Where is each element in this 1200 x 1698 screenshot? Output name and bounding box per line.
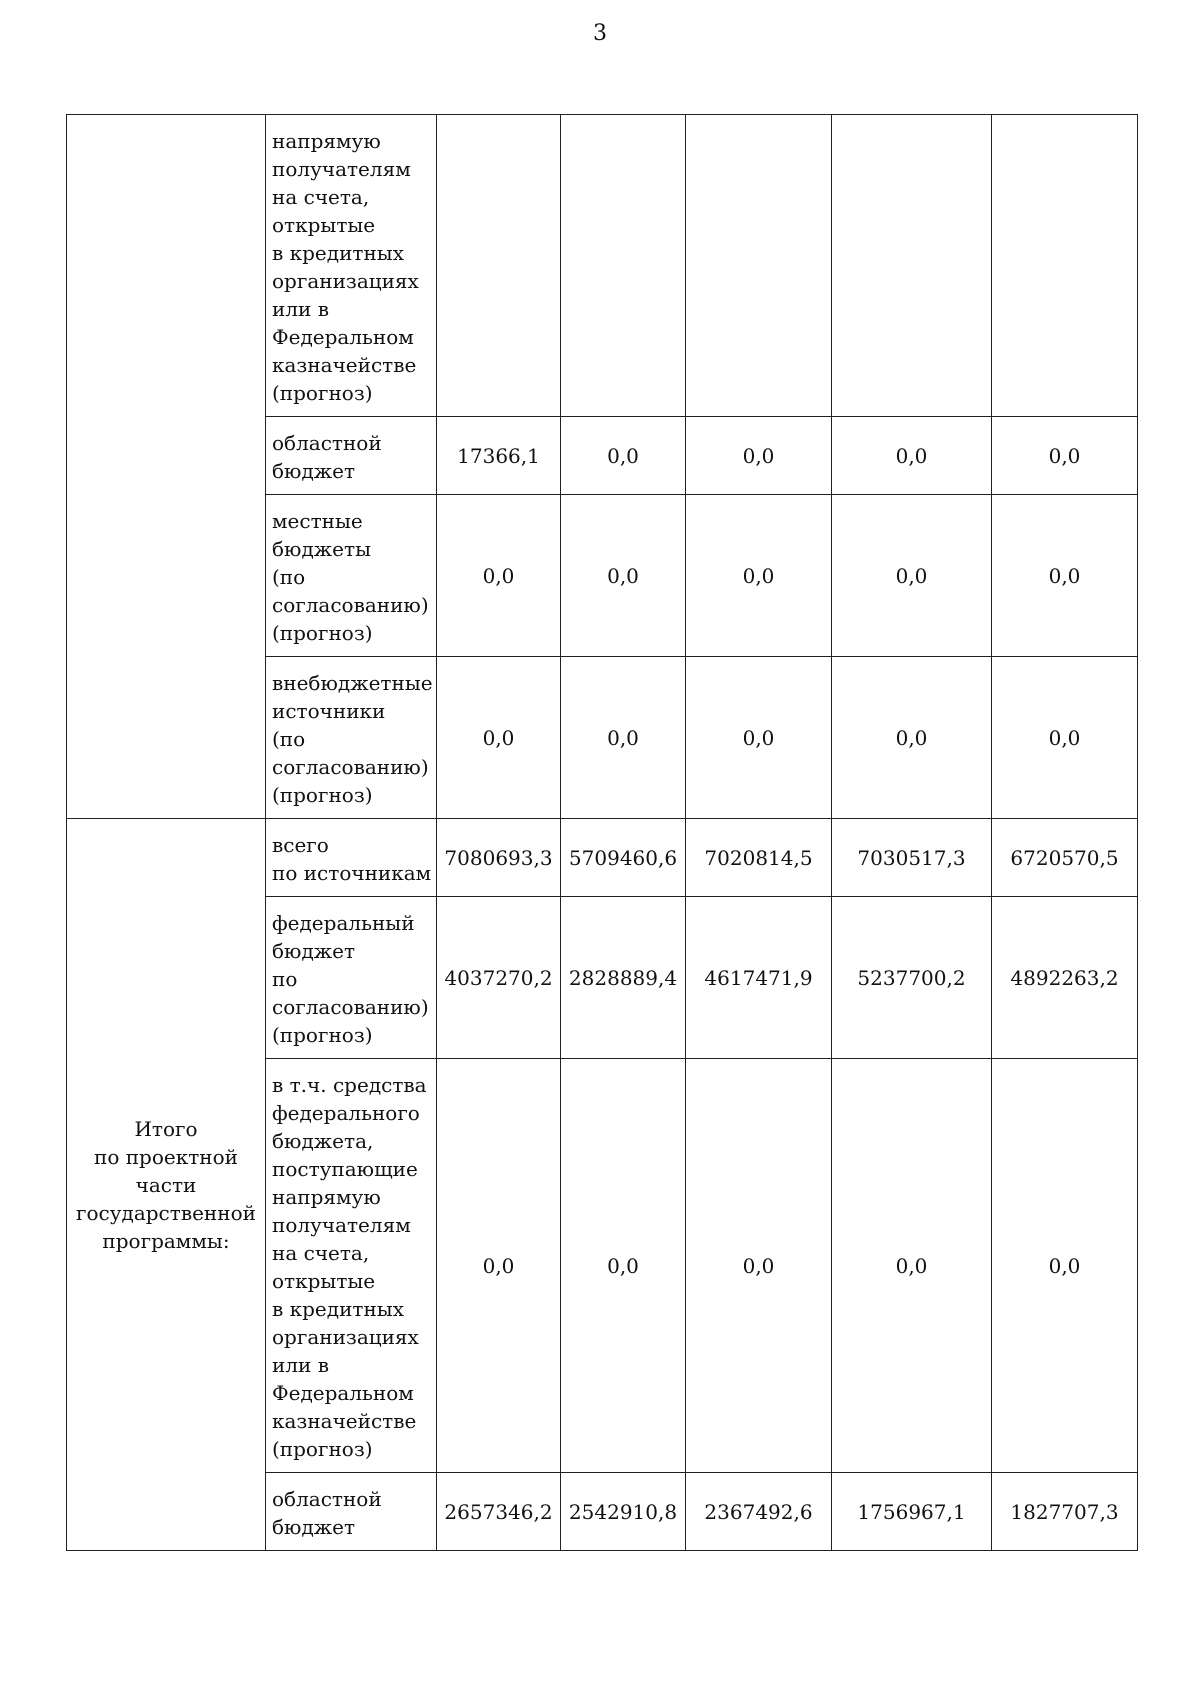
- value-cell: 7080693,3: [437, 819, 561, 897]
- value-cell: 4037270,2: [437, 897, 561, 1059]
- value-cell: 1756967,1: [832, 1473, 992, 1551]
- value-cell: 0,0: [832, 657, 992, 819]
- source-label: областной бюджет: [266, 417, 437, 495]
- value-cell: 0,0: [832, 417, 992, 495]
- source-label: федеральный бюджет по согласованию) (прогноз): [266, 897, 437, 1059]
- table-row: [67, 819, 1138, 897]
- value-cell: 17366,1: [437, 417, 561, 495]
- page-number: 3: [593, 21, 607, 46]
- value-cell: 0,0: [437, 657, 561, 819]
- value-cell: 0,0: [686, 417, 832, 495]
- value-cell: 4617471,9: [686, 897, 832, 1059]
- value-cell: 6720570,5: [992, 819, 1138, 897]
- group-label-cell: Итого по проектной части государственной программы:: [67, 819, 266, 1551]
- value-cell: [832, 115, 992, 417]
- source-label: напрямую получателям на счета, открытые в кредитных организациях или в Федеральном казначействе (прогноз): [266, 115, 437, 417]
- value-cell: 5709460,6: [561, 819, 686, 897]
- source-label: областной бюджет: [266, 1473, 437, 1551]
- value-cell: 0,0: [437, 1059, 561, 1473]
- value-cell: 2657346,2: [437, 1473, 561, 1551]
- value-cell: 0,0: [832, 495, 992, 657]
- value-cell: [437, 115, 561, 417]
- value-cell: 0,0: [561, 657, 686, 819]
- value-cell: 0,0: [992, 417, 1138, 495]
- value-cell: 0,0: [561, 417, 686, 495]
- source-label: всего по источникам: [266, 819, 437, 897]
- value-cell: 0,0: [992, 495, 1138, 657]
- value-cell: [686, 115, 832, 417]
- value-cell: 2542910,8: [561, 1473, 686, 1551]
- group-label-cell: [67, 115, 266, 819]
- value-cell: 1827707,3: [992, 1473, 1138, 1551]
- source-label: внебюджетные источники (по согласованию) (прогноз): [266, 657, 437, 819]
- value-cell: 5237700,2: [832, 897, 992, 1059]
- budget-table: [66, 114, 1138, 1551]
- value-cell: 2828889,4: [561, 897, 686, 1059]
- value-cell: 4892263,2: [992, 897, 1138, 1059]
- value-cell: [992, 115, 1138, 417]
- value-cell: 7030517,3: [832, 819, 992, 897]
- value-cell: 2367492,6: [686, 1473, 832, 1551]
- value-cell: 0,0: [992, 657, 1138, 819]
- value-cell: 0,0: [686, 657, 832, 819]
- value-cell: 7020814,5: [686, 819, 832, 897]
- table-row: [67, 115, 1138, 417]
- value-cell: [561, 115, 686, 417]
- value-cell: 0,0: [992, 1059, 1138, 1473]
- value-cell: 0,0: [561, 495, 686, 657]
- source-label: местные бюджеты (по согласованию) (прогноз): [266, 495, 437, 657]
- value-cell: 0,0: [832, 1059, 992, 1473]
- value-cell: 0,0: [686, 495, 832, 657]
- source-label: в т.ч. средства федерального бюджета, поступающие напрямую получателям на счета, открытые в кредитных организациях или в Федеральном казначействе (прогноз): [266, 1059, 437, 1473]
- value-cell: 0,0: [686, 1059, 832, 1473]
- value-cell: 0,0: [437, 495, 561, 657]
- value-cell: 0,0: [561, 1059, 686, 1473]
